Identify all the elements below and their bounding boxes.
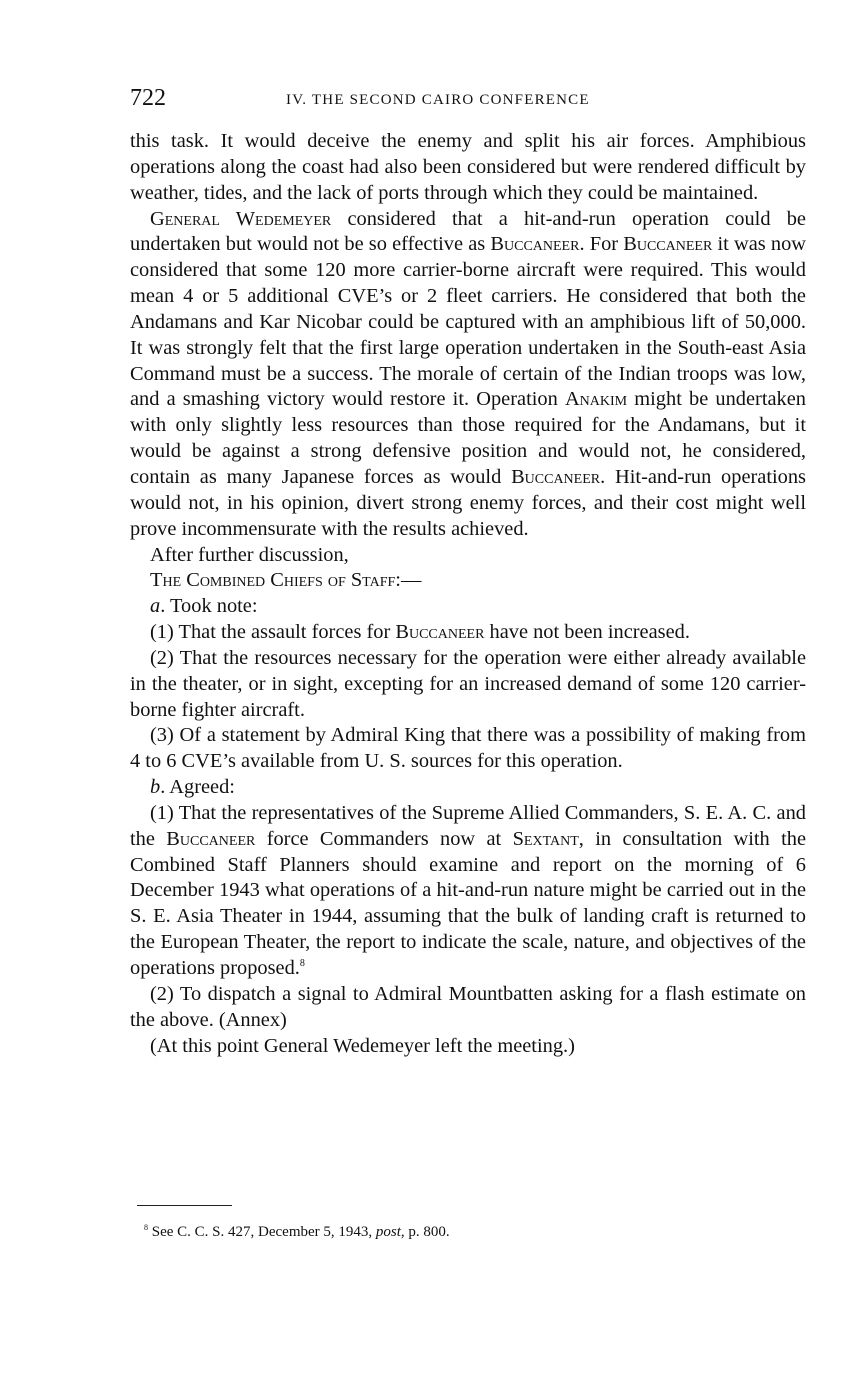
item-letter: a bbox=[150, 595, 161, 618]
paragraph-continuation: this task. It would deceive the enemy and split his air forces. Amphibious operations along the coast had also been considered but were rendered difficult by weather, tides, and the lack of ports through which they could be maintained. bbox=[130, 130, 806, 204]
item-letter: b bbox=[150, 776, 161, 799]
footnote-number: 8 bbox=[144, 1223, 148, 1232]
operation-name: Buccaneer bbox=[166, 827, 256, 850]
running-head: IV. THE SECOND CAIRO CONFERENCE bbox=[286, 92, 590, 108]
body-name: The Combined Chiefs of Staff bbox=[150, 569, 396, 592]
item-a-3: (3) Of a statement by Admiral King that there was a possibility of making from 4 to 6 CVE’s available from U. S. sources for this operation. bbox=[130, 724, 806, 773]
paragraph-ccs: The Combined Chiefs of Staff:— bbox=[150, 569, 422, 592]
item-a-1: (1) That the assault forces for Buccaneer have not been increased. bbox=[150, 621, 690, 644]
item-a-2: (2) That the resources necessary for the operation were either already available in the theater, or in sight, excepting for an increased demand of some 120 carrier-borne fighter aircraft. bbox=[130, 646, 806, 721]
item-b-2: (2) To dispatch a signal to Admiral Mountbatten asking for a flash estimate on the above. (Annex) bbox=[130, 982, 806, 1031]
paragraph-wedemeyer: General Wedemeyer considered that a hit-and-run operation could be undertaken but would not be so effective as Buccaneer. For Buccaneer it was now considered that some 120 more carrier-borne aircraft were required. This would mean 4 or 5 additional CVE’s or 2 fleet carriers. He considered that both the Andamans and Kar Nicobar could be captured with an amphibious lift of 50,000. It was strongly felt that the first large operation undertaken in the South-east Asia Command must be a success. The morale of certain of the Indian troops was low, and a smashing victory would restore it. Operation Anakim might be undertaken with only slightly less resources than those required for the Andamans, but it would be against a strong defensive position and would not, he considered, contain as many Japanese forces as would Buccaneer. Hit-and-run operations would not, in his opinion, divert strong enemy forces, and their cost might well prove incommensurate with the results achieved. bbox=[130, 207, 807, 540]
page-number: 722 bbox=[130, 85, 166, 111]
paragraph-wedemeyer-left: (At this point General Wedemeyer left the meeting.) bbox=[150, 1034, 575, 1057]
paragraph-discussion: After further discussion, bbox=[150, 543, 349, 566]
footnote-ref[interactable]: 8 bbox=[299, 958, 305, 969]
footnote: $^8$ See C. C. S. 427, December 5, 1943, post, p. 800. bbox=[144, 1223, 450, 1240]
speaker-name: General Wedemeyer bbox=[150, 207, 332, 230]
item-b-1: (1) That the representatives of the Supreme Allied Commanders, S. E. A. C. and the Buccaneer force Commanders now at Sextant, in consultation with the Combined Staff Planners should examine and report on the morning of 6 December 1943 what operations of a hit-and-run nature might be carried out in the S. E. Asia Theater in 1944, assuming that the bulk of landing craft is returned to the European Theater, the report to indicate the scale, nature, and objectives of the operations proposed.$^8$ bbox=[130, 801, 807, 979]
body-text bbox=[130, 129, 806, 1059]
item-b: b. Agreed: bbox=[150, 776, 235, 799]
page-header bbox=[130, 84, 806, 114]
operation-name: Buccaneer bbox=[623, 233, 713, 256]
item-a: a. Took note: bbox=[150, 595, 258, 618]
conference-name: Sextant bbox=[512, 827, 579, 850]
operation-name: Buccaneer bbox=[395, 621, 485, 644]
operation-name: Anakim bbox=[564, 388, 628, 411]
footnote-rule bbox=[137, 1205, 232, 1206]
operation-name: Buccaneer bbox=[511, 465, 601, 488]
operation-name: Buccaneer bbox=[490, 233, 580, 256]
